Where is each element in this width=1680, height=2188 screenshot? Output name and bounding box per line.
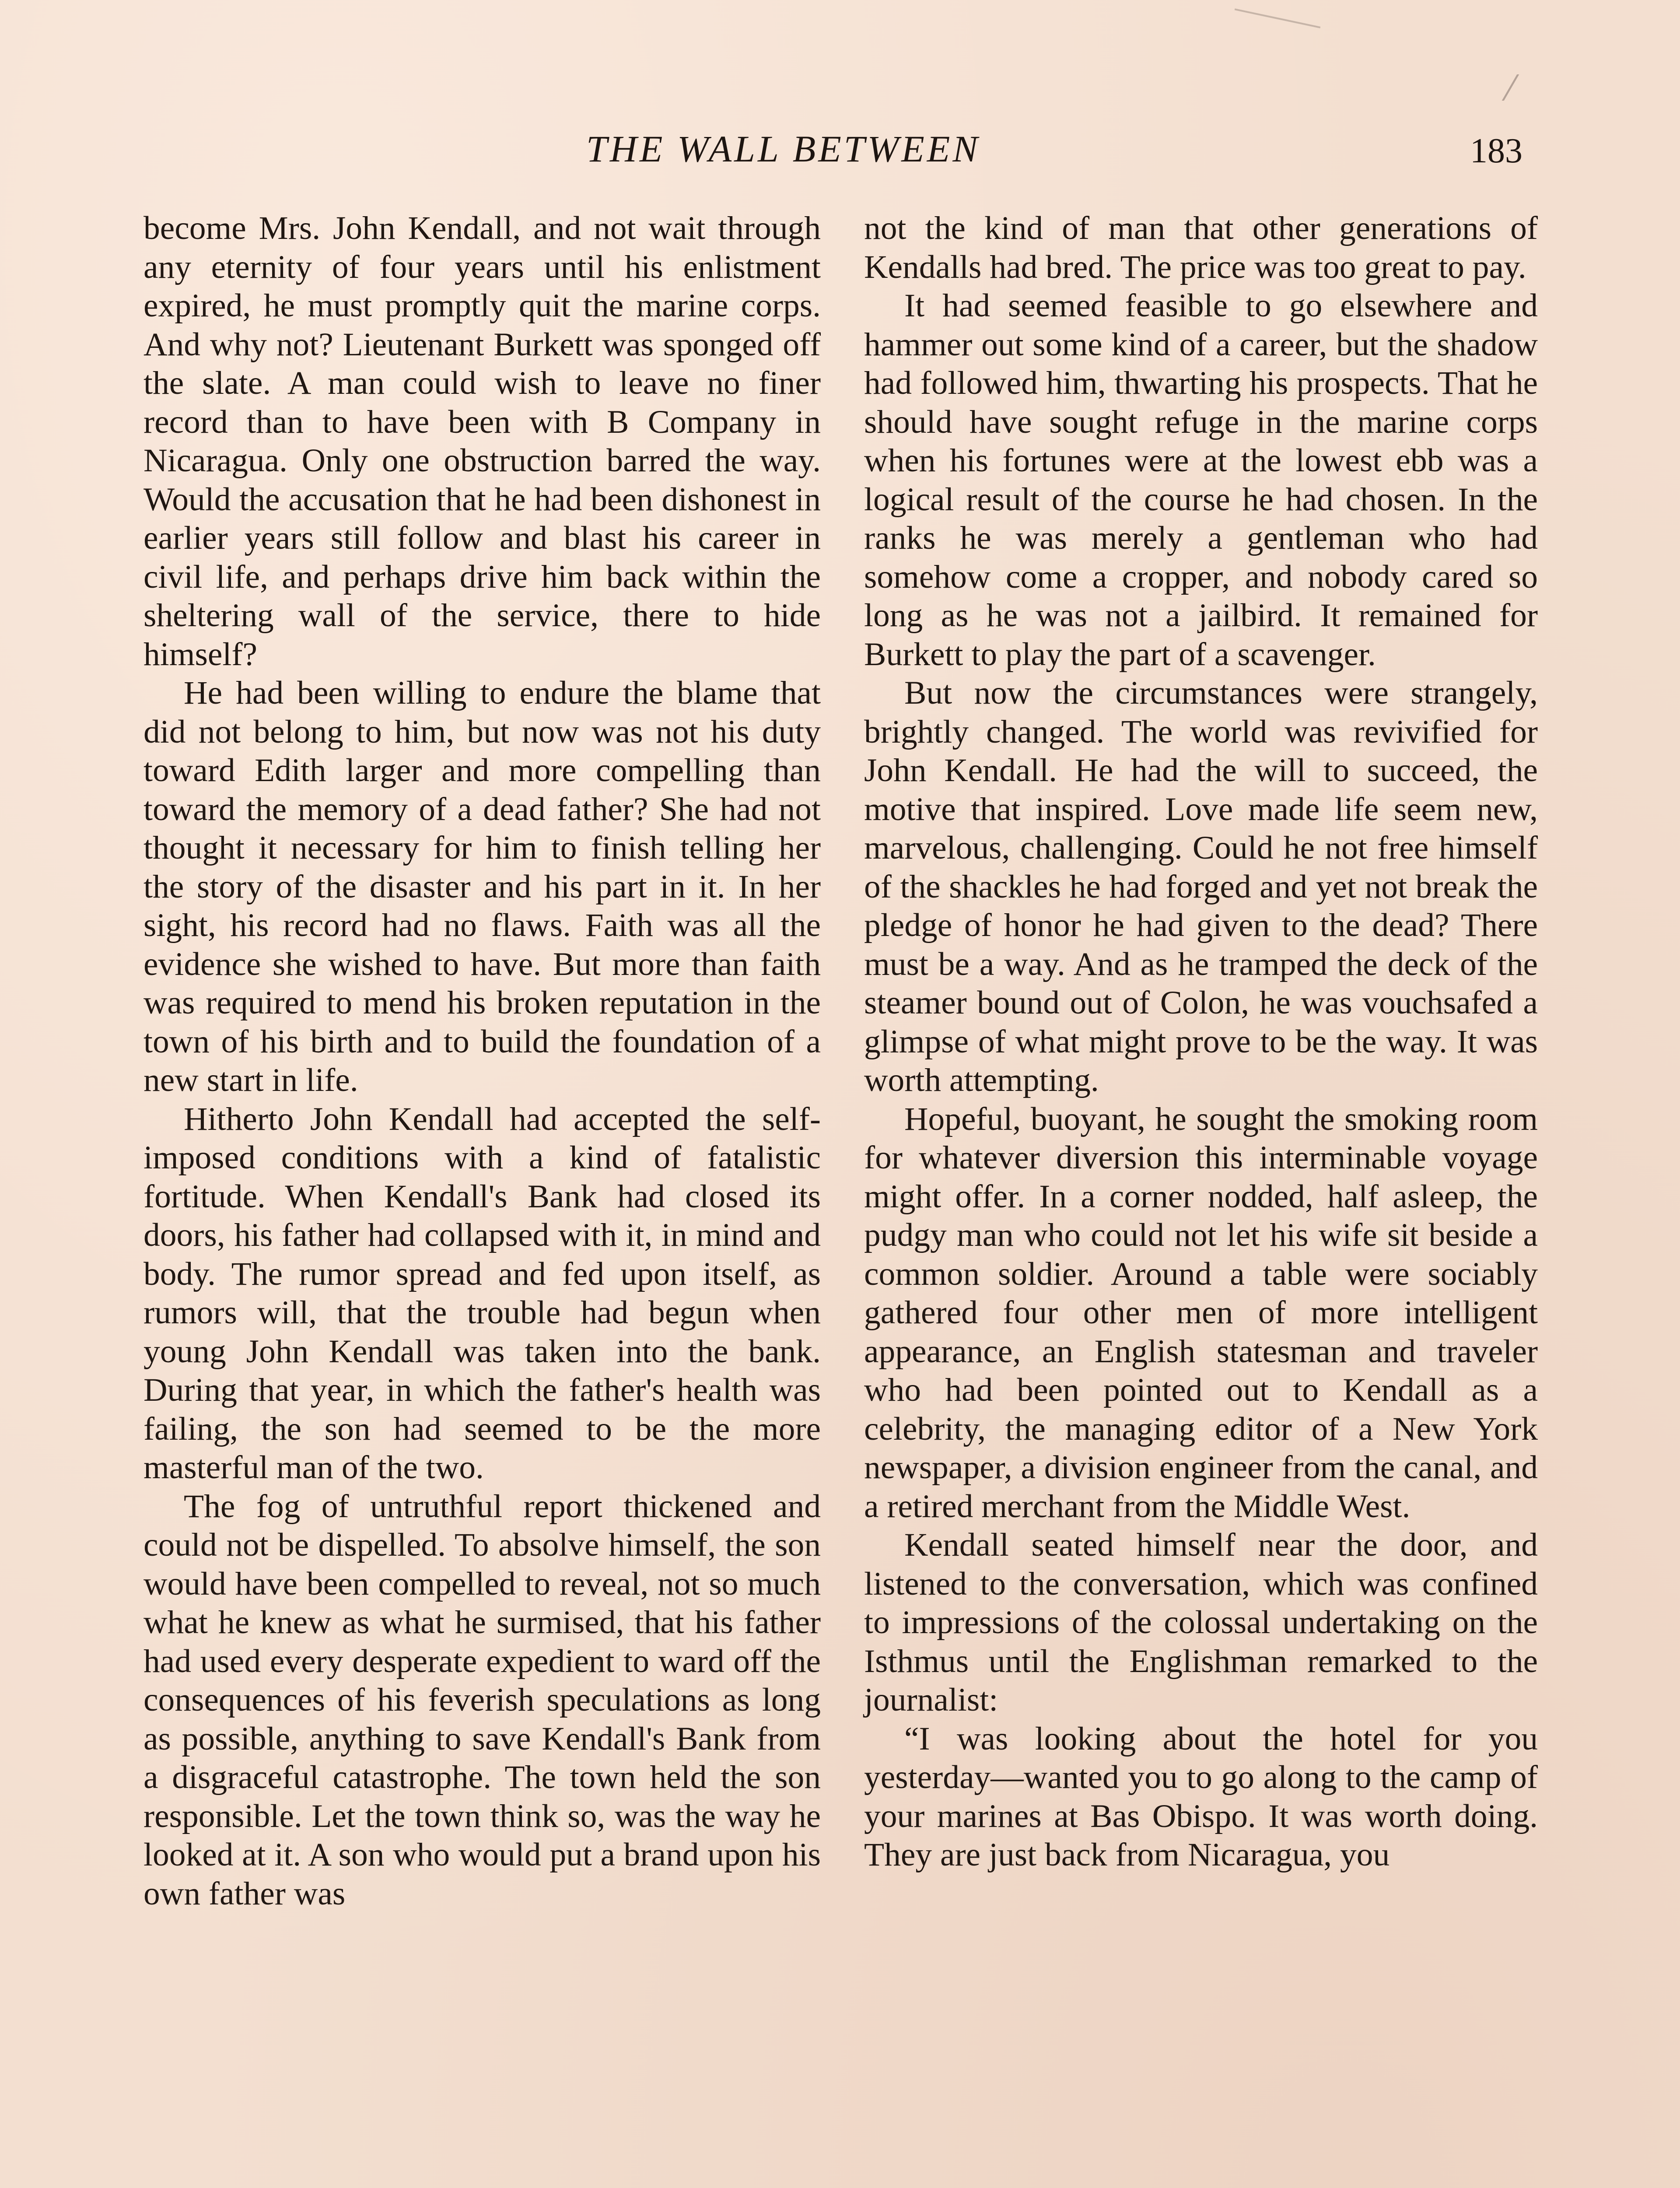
paragraph: It had seemed feasible to go elsewhere and hammer out some kind of a career, but the shadow had followed him, thwarting his prospects. That he should have sought refuge in the marine corps when his fortunes were at the lowest ebb was a logical result of the course he had chosen. In the ranks he was merely a gentleman who had somehow come a cropper, and nobody cared so long as he was not a jailbird. It remained for Burkett to play the part of a scavenger. bbox=[864, 288, 1538, 673]
paragraph: But now the circumstances were strangely, brightly changed. The world was revivified for John Kendall. He had the will to succeed, the motive that inspired. Love made life seem new, marvelous, challenging. Could he not free himself of the shackles he had forged and yet not break the pledge of honor he had given to the dead? There must be a way. And as he tramped the deck of the steamer bound out of Colon, he was vouchsafed a glimpse of what might prove to be the way. It was worth attempting. bbox=[864, 675, 1538, 1098]
left-column bbox=[144, 209, 821, 1913]
paragraph: Kendall seated himself near the door, and listened to the conversation, which was confined to impressions of the colossal undertaking on the Isthmus until the Englishman remarked to the journalist: bbox=[864, 1527, 1538, 1718]
page-number: 183 bbox=[1470, 132, 1522, 170]
paragraph: Hitherto John Kendall had accepted the self-imposed conditions with a kind of fatalistic fortitude. When Kendall's Bank had closed its doors, his father had collapsed with it, in mind and body. The rumor spread and fed upon itself, as rumors will, that the trouble had begun when young John Kendall was taken into the bank. During that year, in which the father's health was failing, the son had seemed to be the more masterful man of the two. bbox=[144, 1101, 821, 1486]
paragraph: Hopeful, buoyant, he sought the smoking room for whatever diversion this interminable voyage might offer. In a corner nodded, half asleep, the pudgy man who could not let his wife sit beside a common soldier. Around a table were sociably gathered four other men of more intelligent appearance, an English statesman and traveler who had been pointed out to Kendall as a celebrity, the managing editor of a New York newspaper, a division engineer from the canal, and a retired merchant from the Middle West. bbox=[864, 1101, 1538, 1525]
paragraph: not the kind of man that other generations of Kendalls had bred. The price was too great to pay. bbox=[864, 210, 1538, 285]
paragraph: “I was looking about the hotel for you yesterday—wanted you to go along to the camp of your marines at Bas Obispo. It was worth doing. They are just back from Nicaragua, you bbox=[864, 1720, 1538, 1873]
paragraph: The fog of untruthful report thickened and could not be dispelled. To absolve himself, the son would have been compelled to reveal, not so much what he knew as what he surmised, that his father had used every desperate expedient to ward off the consequences of his feverish speculations as long as possible, anything to save Kendall's Bank from a disgraceful catastrophe. The town held the son responsible. Let the town think so, was the way he looked at it. A son who would put a brand upon his own father was bbox=[144, 1488, 821, 1912]
right-column bbox=[864, 209, 1538, 1875]
check-mark bbox=[1476, 74, 1519, 101]
running-title: THE WALL BETWEEN bbox=[586, 128, 980, 170]
paragraph: become Mrs. John Kendall, and not wait through any eternity of four years until his enlistment expired, he must promptly quit the marine corps. And why not? Lieutenant Burkett was sponged off the slate. A man could wish to leave no finer record than to have been with B Company in Nicaragua. Only one obstruction barred the way. Would the accusation that he had been dishonest in earlier years still follow and blast his career in civil life, and perhaps drive him back within the sheltering wall of the service, there to hide himself? bbox=[144, 210, 821, 673]
paragraph: He had been willing to endure the blame that did not belong to him, but now was not his duty toward Edith larger and more compelling than toward the memory of a dead father? She had not thought it necessary for him to finish telling her the story of the disaster and his part in it. In her sight, his record had no flaws. Faith was all the evidence she wished to have. But more than faith was required to mend his broken reputation in the town of his birth and to build the foundation of a new start in life. bbox=[144, 675, 821, 1098]
pencil-mark bbox=[1235, 8, 1320, 28]
